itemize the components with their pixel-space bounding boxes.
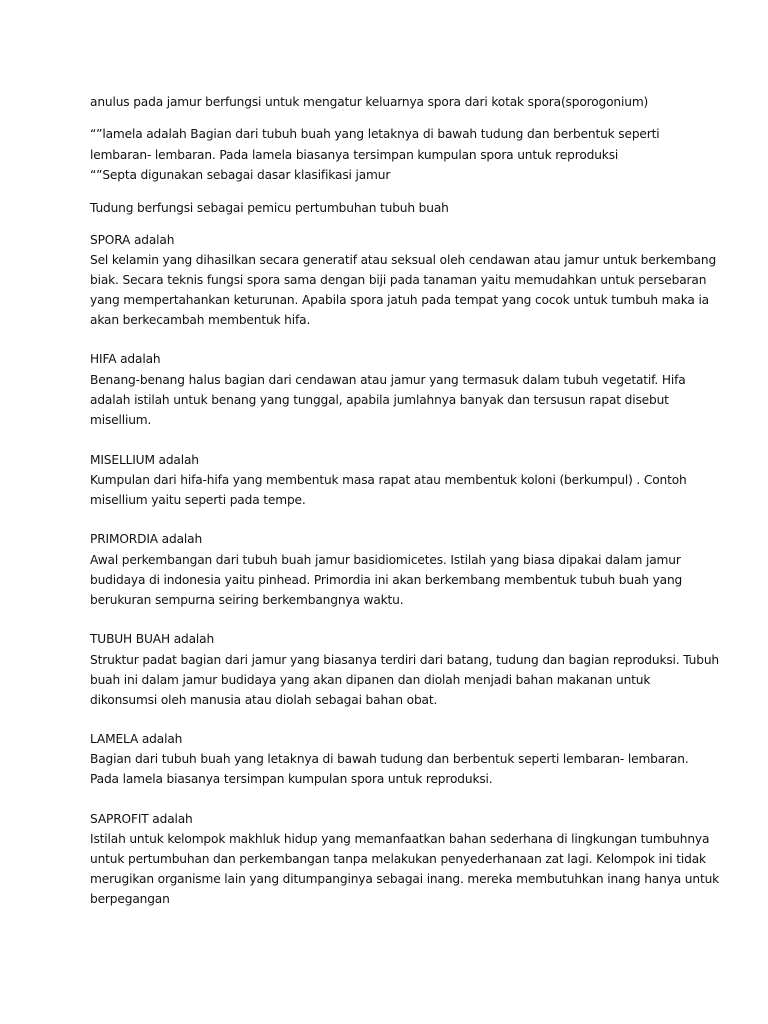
section-line: Pada lamela biasanya tersimpan kumpulan spora untuk reproduksi. [90,772,493,786]
section-line: untuk pertumbuhan dan perkembangan tanpa melakukan penyederhanaan zat lagi. Kelompok ini tidak [90,852,706,866]
section-line: Bagian dari tubuh buah yang letaknya di bawah tudung dan berbentuk seperti lembaran- lembaran. [90,752,689,766]
section-line: berukuran sempurna seiring berkembangnya waktu. [90,593,404,607]
section-heading-spora: SPORA adalah [90,233,175,247]
section-line: yang mempertahankan keturunan. Apabila spora jatuh pada tempat yang cocok untuk tumbuh maka ia [90,293,709,307]
section-heading-saprofit: SAPROFIT adalah [90,812,193,826]
annulus-paragraph: anulus pada jamur berfungsi untuk mengatur keluarnya spora dari kotak spora(sporogonium) [90,95,649,109]
section-line: Sel kelamin yang dihasilkan secara generatif atau seksual oleh cendawan atau jamur untuk berkembang [90,253,717,267]
section-line: biak. Secara teknis fungsi spora sama dengan biji pada tanaman yaitu memudahkan untuk persebaran [90,273,707,287]
section-line: misellium. [90,413,152,427]
section-line: Benang-benang halus bagian dari cendawan atau jamur yang termasuk dalam tubuh vegetatif. Hifa [90,373,686,387]
section-line: Awal perkembangan dari tubuh buah jamur basidiomicetes. Istilah yang biasa dipakai dalam jamur [90,553,681,567]
section-line: dikonsumsi oleh manusia atau diolah sebagai bahan obat. [90,693,438,707]
section-line: buah ini dalam jamur budidaya yang akan dipanen dan diolah menjadi bahan makanan untuk [90,673,651,687]
section-heading-primordia: PRIMORDIA adalah [90,532,203,546]
section-line: merugikan organisme lain yang ditumpanginya sebagai inang. mereka membutuhkan inang hanya untuk [90,872,720,886]
tudung-paragraph: Tudung berfungsi sebagai pemicu pertumbuhan tubuh buah [90,201,449,215]
septa-note-line: “”Septa digunakan sebagai dasar klasifikasi jamur [90,168,391,182]
section-heading-misellium: MISELLIUM adalah [90,453,199,467]
section-line: akan berkecambah membentuk hifa. [90,313,311,327]
section-line: Struktur padat bagian dari jamur yang biasanya terdiri dari batang, tudung dan bagian reproduksi. Tubuh [90,653,719,667]
section-line: misellium yaitu seperti pada tempe. [90,493,306,507]
section-heading-lamela: LAMELA adalah [90,732,183,746]
section-line: adalah istilah untuk benang yang tunggal, apabila jumlahnya banyak dan tersusun rapat disebut [90,393,669,407]
section-line: Kumpulan dari hifa-hifa yang membentuk masa rapat atau membentuk koloni (berkumpul) . Contoh [90,473,687,487]
lamela-note-line: lembaran- lembaran. Pada lamela biasanya tersimpan kumpulan spora untuk reproduksi [90,148,619,162]
section-line: berpegangan [90,892,170,906]
section-line: budidaya di indonesia yaitu pinhead. Primordia ini akan berkembang membentuk tubuh buah yang [90,573,683,587]
section-line: Istilah untuk kelompok makhluk hidup yang memanfaatkan bahan sederhana di lingkungan tumbuhnya [90,832,710,846]
lamela-note-line: “”lamela adalah Bagian dari tubuh buah yang letaknya di bawah tudung dan berbentuk seperti [90,127,660,141]
section-heading-tubuh-buah: TUBUH BUAH adalah [90,632,215,646]
section-heading-hifa: HIFA adalah [90,352,161,366]
